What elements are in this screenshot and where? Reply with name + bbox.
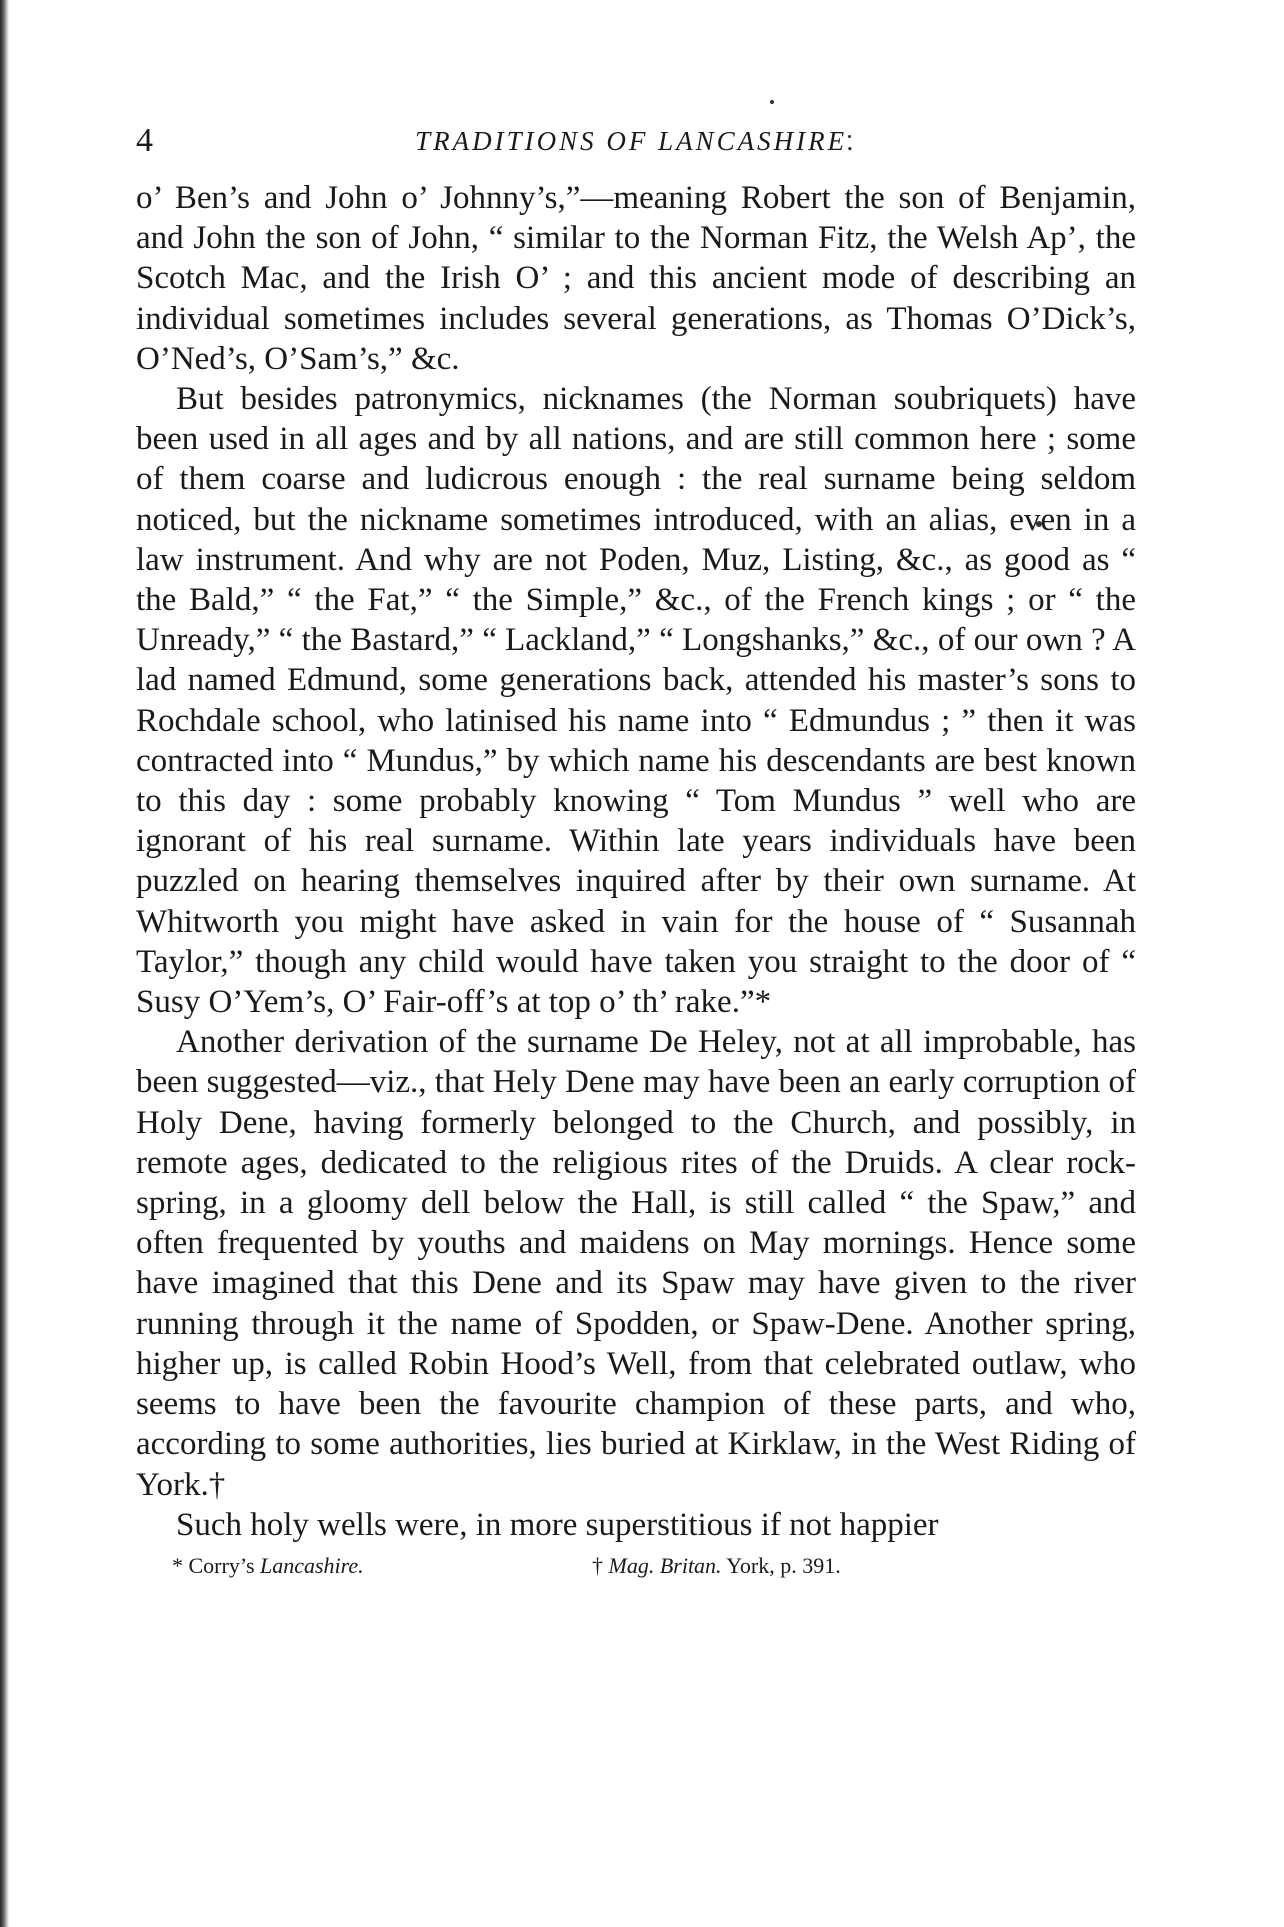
paragraph: But besides patronymics, nicknames (the Norman soubriquets) have been used in all ages and by all nations, and are still common here ; some of them coarse and ludicrous enough : the real surname being seldom noticed, but the nickname sometimes introduced, with an alias, even in a law instrument. And why are not Poden, Muz, Listing, &c., as good as “ the Bald,” “ the Fat,” “ the Simple,” &c., of the French kings ; or “ the Unready,” “ the Bastard,” “ Lackland,” “ Longshanks,” &c., of our own ? A lad named Edmund, some generations back, attended his master’s sons to Rochdale school, who latinised his name into “ Edmundus ; ” then it was contracted into “ Mundus,” by which name his descendants are best known to this day : some probably knowing “ Tom Mundus ” well who are ignorant of his real surname. Within late years individuals have been puzzled on hearing themselves inquired after by their own surname. At Whitworth you might have asked in vain for the house of “ Susannah Taylor,” though any child would have taken you straight to the door of “ Susy O’Yem’s, O’ Fair-off’s at top o’ th’ rake.”* [136,381,1136,1021]
footnote-title: Mag. Britan. [608,1552,722,1578]
book-page [136,120,1136,1581]
footnote-author: Corry’s [188,1552,255,1578]
ink-speck [770,100,774,104]
footnote-marker: † [592,1552,603,1578]
page-header [136,120,1136,170]
page-number: 4 [136,122,153,159]
running-head: TRADITIONS OF LANCASHIRE. [415,126,857,156]
footnote [172,1551,592,1581]
footnote [592,1551,841,1581]
paragraph: Such holy wells were, in more superstitious if not happier [176,1506,939,1543]
footnote-reference: York, p. 391. [726,1552,841,1578]
footnotes [136,1551,1136,1581]
footnote-marker: * [172,1552,183,1578]
page-binding-edge [0,0,9,1927]
footnote-title: Lancashire. [260,1552,364,1578]
paragraph: Another derivation of the surname De Heley, not at all improbable, has been suggested—viz., that Hely Dene may have been an early corruption of Holy Dene, having formerly belonged to the Church, and possibly, in remote ages, dedicated to the religious rites of the Druids. A clear rock-spring, in a gloomy dell below the Hall, is still called “ the Spaw,” and often frequented by youths and maidens on May mornings. Hence some have imagined that this Dene and its Spaw may have given to the river running through it the name of Spodden, or Spaw-Dene. Another spring, higher up, is called Robin Hood’s Well, from that celebrated outlaw, who seems to have been the favourite champion of these parts, and who, according to some authorities, lies buried at Kirklaw, in the West Riding of York.† [136,1024,1136,1503]
body-text [136,178,1136,1545]
paragraph: o’ Ben’s and John o’ Johnny’s,”—meaning Robert the son of Benjamin, and John the son of John, “ similar to the Norman Fitz, the Welsh Ap’, the Scotch Mac, and the Irish O’ ; and this ancient mode of describing an individual sometimes includes several generations, as Thomas O’Dick’s, O’Ned’s, O’Sam’s,” &c. [136,180,1136,377]
